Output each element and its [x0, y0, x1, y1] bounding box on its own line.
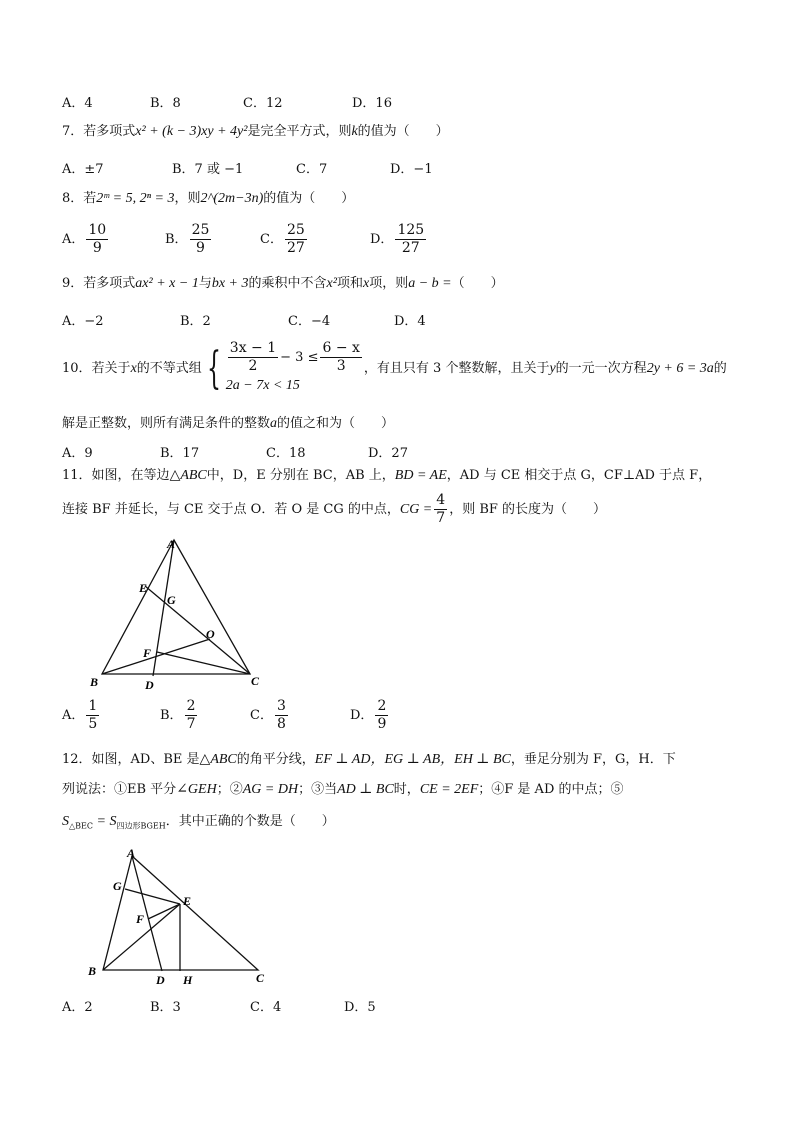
q10-option-d: D．27 — [368, 446, 408, 461]
q11-line2-a: 连接 BF 并延长，与 CE 交于点 O．若 O 是 CG 的中点， — [62, 502, 400, 517]
q11-option-a-num: 1 — [88, 698, 98, 714]
q10-line2 — [62, 414, 394, 434]
q9-expr1: ax² + x − 1 — [135, 276, 199, 291]
q11-line1-b: 中，D，E 分别在 BC，AB 上， — [206, 468, 395, 483]
q10-brace: { — [206, 342, 221, 394]
q9-text-a: 若多项式 — [83, 276, 136, 291]
q8-option-c-num: 25 — [286, 222, 305, 238]
q10-var-a: a — [270, 416, 278, 431]
q12-conds: EF ⊥ AD，EG ⊥ AB，EH ⊥ BC — [314, 752, 511, 767]
q12-line2-e: ；④F 是 AD 的中点；⑤ — [478, 782, 624, 797]
question-12 — [62, 750, 676, 770]
question-9 — [62, 274, 504, 294]
q8-option-c-label: C． — [260, 232, 283, 247]
q12-tri: △ABC — [199, 752, 237, 767]
q8-option-a — [62, 222, 110, 257]
q12-s-eq: = S — [93, 814, 117, 829]
q12-line2-a: 列说法：①EB 平分 — [62, 782, 177, 797]
q11-cond: BD = AE — [394, 468, 447, 483]
q8-option-a-num: 10 — [88, 222, 107, 238]
q9-expr3: x² — [326, 276, 337, 291]
q11-tri: △ABC — [169, 468, 207, 483]
q9-expr4: a − b = — [408, 276, 452, 291]
q10-row1-mid: − 3 ≤ — [280, 350, 319, 365]
q11-option-b-num: 2 — [186, 698, 196, 714]
q11-label-c: C — [251, 674, 260, 688]
q11-label-b: B — [90, 675, 99, 689]
q9-text-b: 与 — [198, 276, 212, 291]
q8-expr2: 2^(2m−3n) — [200, 191, 264, 206]
q12-line1-a: 如图，AD、BE 是 — [91, 752, 200, 767]
q12-eq3: CE = 2EF — [419, 782, 479, 797]
q8-option-a-den: 9 — [92, 240, 102, 256]
q12-s1-sub: △BEC — [69, 821, 93, 831]
q11-label-d: D — [145, 678, 154, 692]
q7-option-d: D．−1 — [390, 162, 433, 177]
q10-text-b: 的不等式组 — [136, 361, 202, 376]
q8-expr: 2ᵐ = 5, 2ⁿ = 3 — [96, 191, 175, 206]
question-8 — [62, 189, 354, 209]
q9-text-d: 项和 — [336, 276, 363, 291]
q10-text-a: 若关于 — [91, 361, 131, 376]
q12-figure — [80, 842, 280, 990]
q11-line1-a: 如图，在等边 — [91, 468, 170, 483]
q10-option-c: C．18 — [266, 446, 306, 461]
q12-label-e: E — [183, 894, 192, 908]
q12-line1-c: ，垂足分别为 F，G，H．下 — [510, 752, 676, 767]
q8-option-b-label: B． — [165, 232, 188, 247]
question-11 — [62, 466, 711, 486]
q12-option-a: A．2 — [62, 1000, 93, 1015]
q11-line1-c: ，AD 与 CE 相交于点 G，CF⊥AD 于点 F， — [446, 468, 712, 483]
q8-option-d-den: 27 — [401, 240, 420, 256]
q7-text-c: 的值为（ ） — [357, 124, 449, 139]
q12-s1: S — [62, 814, 69, 829]
q12-line3-b: ．其中正确的个数是（ ） — [165, 814, 335, 829]
q7-option-a: A．±7 — [62, 162, 104, 177]
q12-label-c: C — [256, 971, 265, 985]
q11-option-c-den: 8 — [276, 716, 286, 732]
q11-option-d — [350, 698, 390, 733]
q9-option-a: A．−2 — [62, 314, 104, 329]
q10-option-b: B．17 — [160, 446, 200, 461]
q11-label-e: E — [139, 581, 148, 595]
q12-ang: ∠GEH — [176, 782, 217, 797]
q11-option-c-label: C． — [250, 708, 273, 723]
q8-text-b: ，则 — [174, 191, 201, 206]
q9-var: x — [362, 276, 370, 291]
q10-text-e: 的 — [713, 361, 727, 376]
q10-option-a: A．9 — [62, 446, 93, 461]
q6-option-b: B．8 — [150, 96, 181, 111]
q11-option-b-den: 7 — [186, 716, 196, 732]
q8-option-c — [260, 222, 309, 257]
q12-eq2: AG = DH — [242, 782, 299, 797]
q11-line2-b: ，则 BF 的长度为（ ） — [449, 502, 607, 517]
q11-label-g: G — [167, 593, 176, 607]
q12-line1-b: 的角平分线， — [236, 752, 315, 767]
q7-number: 7． — [62, 124, 84, 139]
q8-text-c: 的值为（ ） — [263, 191, 355, 206]
q11-figure — [85, 534, 270, 694]
q12-number: 12． — [62, 752, 92, 767]
q10-row1-num: 3x − 1 — [229, 340, 277, 356]
question-7 — [62, 122, 449, 142]
q11-option-a — [62, 698, 101, 733]
q12-label-f: F — [136, 912, 145, 926]
q10-line2-text: 解是正整数，则所有满足条件的整数 — [62, 416, 271, 431]
q9-text-e: 项，则 — [369, 276, 409, 291]
q11-triangle-abc — [102, 540, 250, 674]
q10-row1-num2: 6 − x — [322, 340, 360, 356]
q8-option-c-den: 27 — [286, 240, 305, 256]
q9-option-b: B．2 — [180, 314, 211, 329]
q8-option-b-den: 9 — [196, 240, 205, 256]
q12-line2 — [62, 780, 624, 800]
q7-option-c: C．7 — [296, 162, 328, 177]
q8-text-a: 若 — [83, 191, 97, 206]
q7-text-b: 是完全平方式，则 — [247, 124, 352, 139]
q11-line2 — [62, 492, 606, 528]
q8-option-d-num: 125 — [397, 222, 425, 238]
q7-text-a: 若多项式 — [83, 124, 136, 139]
q10-row2: 2a − 7x < 15 — [225, 378, 300, 393]
q8-option-d-label: D． — [370, 232, 394, 247]
q12-option-d: D．5 — [344, 1000, 376, 1015]
q12-option-b: B．3 — [150, 1000, 181, 1015]
q11-option-a-den: 5 — [88, 716, 98, 732]
q8-option-b-num: 25 — [191, 222, 210, 238]
q12-label-d: D — [156, 973, 165, 987]
q10-row1-den: 2 — [248, 358, 258, 374]
q12-line2-b: ；② — [216, 782, 243, 797]
q6-option-d: D．16 — [352, 96, 392, 111]
q11-cg-num: 4 — [436, 492, 446, 508]
q11-option-b-label: B． — [160, 708, 183, 723]
q9-expr2: bx + 3 — [211, 276, 249, 291]
q11-option-d-label: D． — [350, 708, 374, 723]
q10-row1-den2: 3 — [336, 358, 346, 374]
q11-label-o: O — [206, 627, 215, 641]
q10-text-c: ，有且只有 3 个整数解，且关于 — [363, 361, 550, 376]
q9-option-d: D．4 — [394, 314, 426, 329]
q10-text-d: 的一元一次方程 — [555, 361, 647, 376]
q11-option-c-num: 3 — [276, 698, 286, 714]
q10-number: 10． — [62, 361, 92, 376]
q10-eq: 2y + 6 = 3a — [646, 361, 714, 376]
q11-cg: CG = — [399, 502, 433, 517]
q11-option-a-label: A． — [62, 708, 85, 723]
q10-line2-b: 的值之和为（ ） — [277, 416, 395, 431]
q11-label-a: A — [167, 537, 176, 551]
q6-option-a: A．4 — [62, 96, 93, 111]
q9-text-c: 的乘积中不含 — [248, 276, 327, 291]
q6-option-c: C．12 — [243, 96, 283, 111]
q9-option-c: C．−4 — [288, 314, 331, 329]
q12-label-h: H — [183, 973, 193, 987]
q11-option-b — [160, 698, 199, 733]
q9-text-f: （ ） — [451, 276, 504, 291]
q7-option-b: B．7 或 −1 — [172, 162, 244, 177]
q7-var: k — [351, 124, 358, 139]
q12-line3 — [62, 812, 335, 837]
question-10 — [62, 340, 727, 394]
q12-s2-sub: 四边形BGEH — [116, 821, 166, 831]
q10-var-y: y — [549, 361, 556, 376]
q12-segment-ef — [148, 904, 180, 919]
q12-line2-d: 时， — [393, 782, 420, 797]
q8-number: 8． — [62, 191, 84, 206]
q12-label-g: G — [113, 879, 122, 893]
q12-option-c: C．4 — [250, 1000, 282, 1015]
q11-label-f: F — [143, 646, 152, 660]
q12-perp: AD ⊥ BC — [337, 782, 394, 797]
q8-option-b — [165, 222, 213, 257]
q9-number: 9． — [62, 276, 84, 291]
q10-var-x: x — [130, 361, 137, 376]
q11-number: 11． — [62, 468, 92, 483]
q11-cg-den: 7 — [436, 510, 446, 526]
q10-system — [226, 340, 364, 397]
q12-line2-c: ；③当 — [298, 782, 338, 797]
q12-label-a: A — [127, 846, 136, 860]
q8-option-d — [370, 222, 428, 257]
q7-expr: x² + (k − 3)xy + 4y² — [135, 124, 248, 139]
q8-option-a-label: A． — [62, 232, 85, 247]
q11-option-d-num: 2 — [377, 698, 387, 714]
q12-label-b: B — [88, 964, 97, 978]
q11-option-d-den: 9 — [377, 716, 387, 732]
q11-option-c — [250, 698, 290, 733]
